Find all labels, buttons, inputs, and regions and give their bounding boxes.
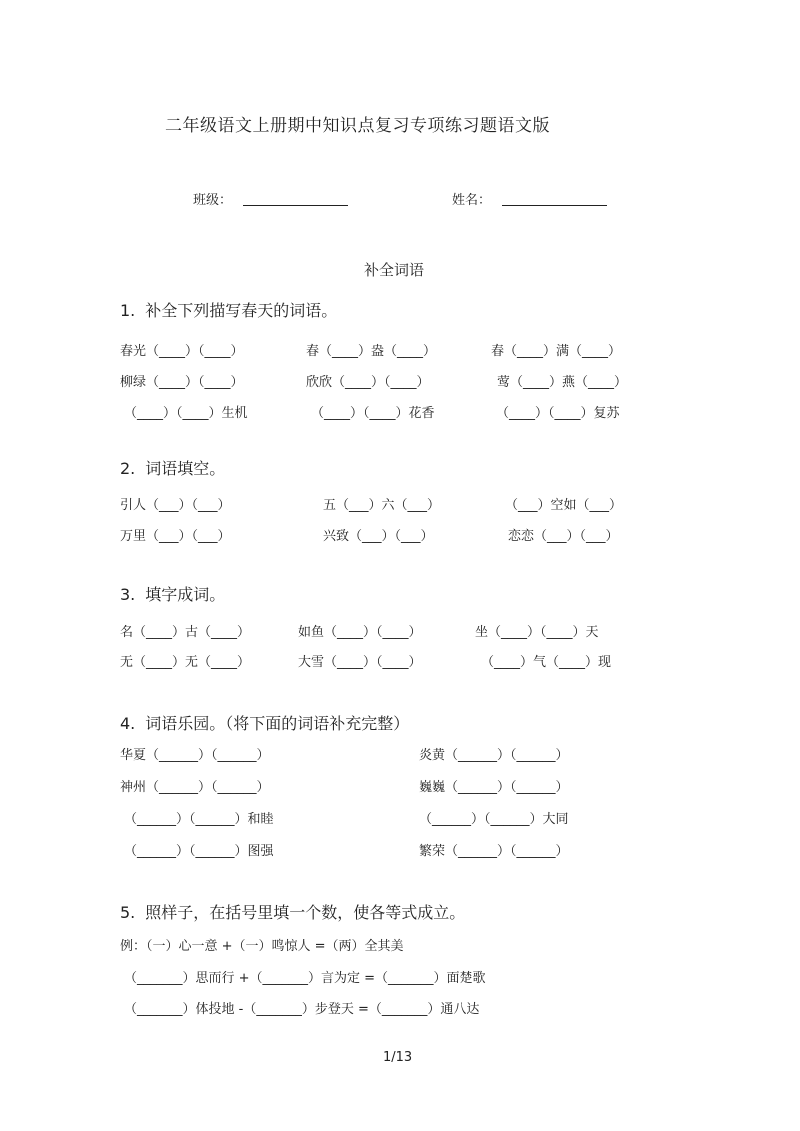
list-item: （______）（______）和睦 bbox=[124, 812, 274, 827]
list-item: 春（____）盎（____） bbox=[306, 344, 437, 359]
list-item: 莺（____）燕（____） bbox=[497, 375, 628, 390]
list-item: （____）（____）生机 bbox=[124, 406, 248, 421]
question-prompt: 词语填空。 bbox=[145, 459, 226, 478]
question-1-heading bbox=[120, 298, 337, 321]
list-item: 巍巍（______）（______） bbox=[419, 780, 569, 795]
list-item: （____）气（____）现 bbox=[481, 655, 612, 670]
list-item: 华夏（______）（______） bbox=[120, 748, 270, 763]
list-item: 繁荣（______）（______） bbox=[419, 844, 569, 859]
list-item: （___）空如（___） bbox=[505, 498, 623, 513]
question-number: 4. bbox=[120, 714, 136, 733]
question-prompt: 照样子，在括号里填一个数，使各等式成立。 bbox=[145, 903, 466, 922]
class-label: 班级： bbox=[193, 193, 233, 208]
list-item: 无（____）无（____） bbox=[120, 655, 251, 670]
list-item: 万里（___）（___） bbox=[120, 529, 231, 544]
question-5-heading bbox=[120, 900, 465, 923]
list-item: 大雪（____）（____） bbox=[298, 655, 422, 670]
list-item: （____）（____）复苏 bbox=[496, 406, 620, 421]
list-item: 名（____）古（____） bbox=[120, 625, 251, 640]
question-number: 5. bbox=[120, 903, 136, 922]
list-item: 春光（____）（____） bbox=[120, 344, 244, 359]
list-item: （_______）体投地 -（_______）步登天 =（_______）通八达 bbox=[124, 1002, 480, 1017]
list-item: 神州（______）（______） bbox=[120, 780, 270, 795]
question-4-heading bbox=[120, 711, 409, 734]
list-item: （_______）思而行 +（_______）言为定 =（_______）面楚歌 bbox=[124, 971, 486, 986]
list-item: 恋恋（___）（___） bbox=[508, 529, 619, 544]
list-item: （____）（____）花香 bbox=[311, 406, 435, 421]
question-prompt: 填字成词。 bbox=[145, 585, 226, 604]
list-item: 炎黄（______）（______） bbox=[419, 748, 569, 763]
question-number: 2. bbox=[120, 459, 136, 478]
list-item: 引人（___）（___） bbox=[120, 498, 231, 513]
question-3-heading bbox=[120, 582, 225, 605]
list-item: 五（___）六（___） bbox=[323, 498, 441, 513]
list-item: 春（____）满（____） bbox=[491, 344, 622, 359]
page-title: 二年级语文上册期中知识点复习专项练习题语文版 bbox=[165, 116, 550, 136]
question-number: 3. bbox=[120, 585, 136, 604]
list-item: （______）（______）大同 bbox=[419, 812, 569, 827]
list-item: 柳绿（____）（____） bbox=[120, 375, 244, 390]
example-line: 例：（一）心一意 +（一）鸣惊人 =（两）全其美 bbox=[120, 939, 404, 954]
page-number: 1/13 bbox=[383, 1050, 413, 1065]
question-2-heading bbox=[120, 456, 225, 479]
list-item: 坐（____）（____）天 bbox=[475, 625, 599, 640]
list-item: 如鱼（____）（____） bbox=[298, 625, 422, 640]
question-prompt: 补全下列描写春天的词语。 bbox=[145, 301, 338, 320]
class-field[interactable] bbox=[243, 205, 348, 206]
question-number: 1. bbox=[120, 301, 136, 320]
list-item: 兴致（___）（___） bbox=[323, 529, 434, 544]
name-field[interactable] bbox=[502, 205, 607, 206]
section-title: 补全词语 bbox=[364, 261, 425, 279]
list-item: 欣欣（____）（____） bbox=[306, 375, 430, 390]
list-item: （______）（______）图强 bbox=[124, 844, 274, 859]
question-prompt: 词语乐园。（将下面的词语补充完整） bbox=[145, 714, 410, 733]
name-label: 姓名： bbox=[452, 193, 492, 208]
